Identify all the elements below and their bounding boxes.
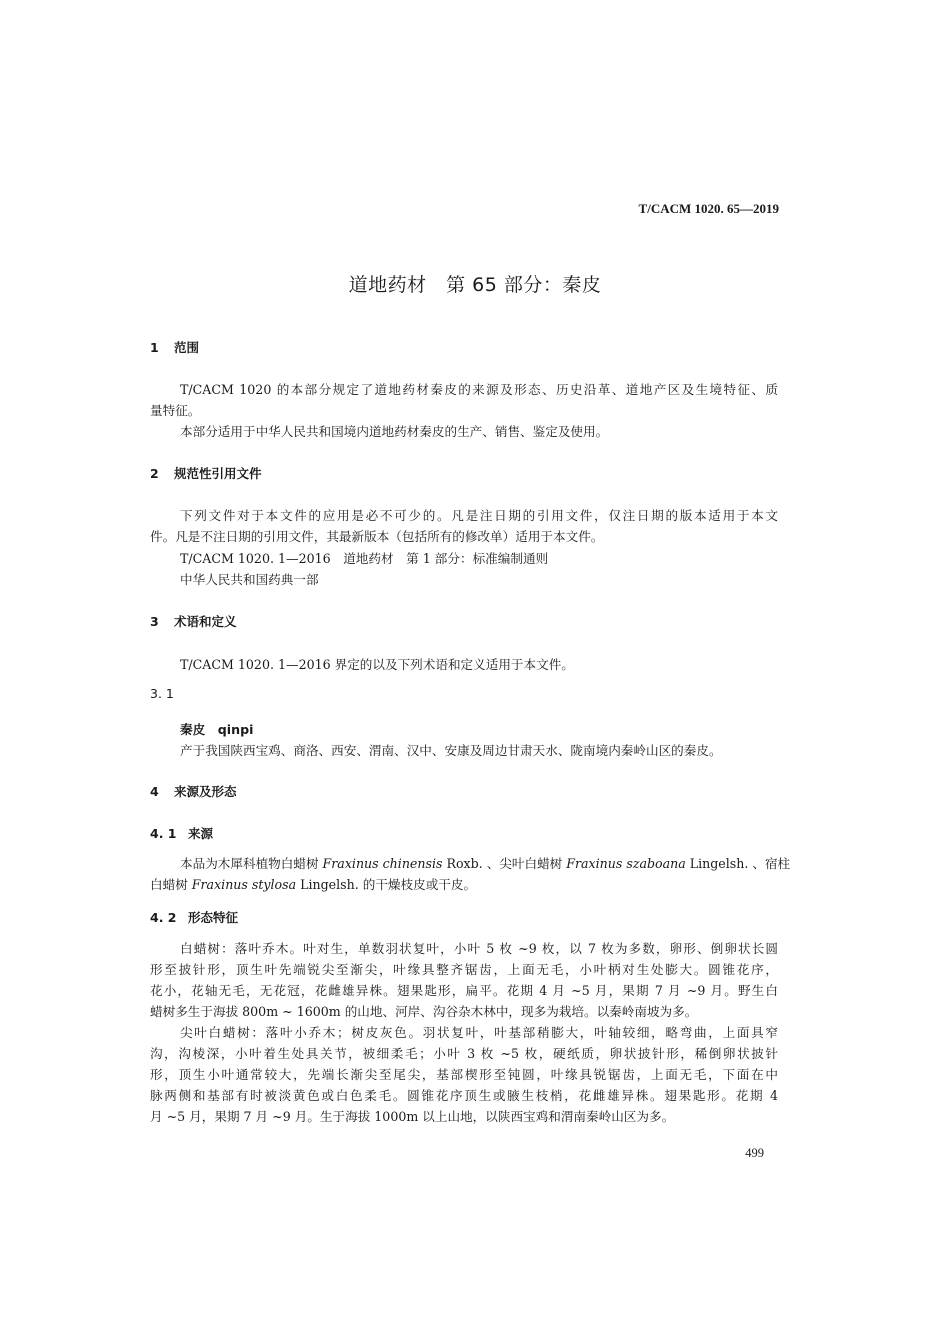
section-4-2-paragraph-2: [150, 1022, 778, 1127]
text-line: 脉两侧和基部有时被淡黄色或白色柔毛。圆锥花序顶生或腋生枝梢，花雌雄异株。翅果匙形。花期 4: [150, 1088, 778, 1103]
subsection-4-2-heading: [150, 908, 238, 926]
section-number: 1: [150, 340, 159, 355]
section-title: 来源: [188, 826, 214, 841]
latin-name: Fraxinus szaboana: [566, 856, 686, 871]
text-line: 形，顶生小叶通常较大，先端长渐尖至尾尖，基部楔形至钝圆，叶缘具锐锯齿，上面无毛，下面在中: [150, 1067, 778, 1082]
section-2-paragraph-1: [150, 505, 778, 547]
latin-name: Fraxinus chinensis: [322, 856, 443, 871]
text-line: 月 ~5 月，果期 7 月 ~9 月。生于海拔 1000m 以上山地，以陕西宝鸡和渭南秦岭山区为多。: [150, 1109, 675, 1124]
text-line: 花小，花轴无毛，无花冠，花雌雄异株。翅果匙形，扁平。花期 4 月 ~5 月，果期 7 月 ~9 月。野生白: [150, 983, 778, 998]
section-title: 范围: [174, 340, 200, 355]
section-3-paragraph-1: T/CACM 1020. 1—2016 界定的以及下列术语和定义适用于本文件。: [180, 657, 574, 672]
section-title: 术语和定义: [174, 614, 237, 629]
text-run: 白蜡树: [150, 877, 192, 892]
text-line: 白蜡树：落叶乔木。叶对生，单数羽状复叶，小叶 5 枚 ~9 枚，以 7 枚为多数，卵形、倒卵状长圆: [180, 941, 778, 956]
subsection-3-1-number: 3. 1: [150, 686, 174, 701]
section-1-paragraph-2: 本部分适用于中华人民共和国境内道地药材秦皮的生产、销售、鉴定及使用。: [180, 424, 609, 439]
text-line: 沟，沟棱深，小叶着生处具关节，被细柔毛；小叶 3 枚 ~5 枚，硬纸质，卵状披针形，稀倒卵状披针: [150, 1046, 778, 1061]
section-number: 2: [150, 466, 159, 481]
section-title: 规范性引用文件: [174, 466, 262, 481]
reference-2: 中华人民共和国药典一部: [180, 572, 319, 587]
term-heading: 秦皮 qinpi: [180, 722, 254, 737]
section-4-1-paragraph: [150, 853, 791, 895]
text-run: Lingelsh. 的干燥枝皮或干皮。: [296, 877, 477, 892]
subsection-4-1-heading: [150, 824, 213, 842]
text-line: 量特征。: [150, 403, 201, 418]
text-line: 件。凡是不注日期的引用文件，其最新版本（包括所有的修改单）适用于本文件。: [150, 529, 604, 544]
text-run: Roxb. 、尖叶白蜡树: [442, 856, 567, 871]
section-4-2-paragraph-1: [150, 938, 778, 1022]
text-line: T/CACM 1020 的本部分规定了道地药材秦皮的来源及形态、历史沿革、道地产区及生境特征、质: [180, 382, 778, 397]
section-title: 来源及形态: [174, 784, 237, 799]
page-number: 499: [745, 1146, 764, 1160]
page-title: 道地药材 第 65 部分：秦皮: [348, 274, 602, 296]
section-3-heading: [150, 612, 237, 630]
section-2-heading: [150, 464, 262, 482]
text-line: [150, 853, 791, 874]
section-1-heading: [150, 338, 199, 356]
section-number: 4. 2: [150, 910, 177, 925]
section-1-paragraph-1: [150, 379, 778, 421]
text-run: 本品为木犀科植物白蜡树: [180, 856, 323, 871]
term-definition: 产于我国陕西宝鸡、商洛、西安、渭南、汉中、安康及周边甘肃天水、陇南境内秦岭山区的秦皮。: [180, 743, 722, 758]
text-line: 形至披针形，顶生叶先端锐尖至渐尖，叶缘具整齐锯齿，上面无毛，小叶柄对生处膨大。圆锥花序，: [150, 962, 778, 977]
latin-name: Fraxinus stylosa: [191, 877, 297, 892]
text-line: 蜡树多生于海拔 800m ~ 1600m 的山地、河岸、沟谷杂木林中，现多为栽培。以秦岭南坡为多。: [150, 1004, 698, 1019]
text-line: 下列文件对于本文件的应用是必不可少的。凡是注日期的引用文件，仅注日期的版本适用于本文: [180, 508, 778, 523]
section-4-heading: [150, 782, 237, 800]
section-number: 4. 1: [150, 826, 177, 841]
text-run: Lingelsh. 、宿柱: [685, 856, 791, 871]
text-line: [150, 874, 778, 895]
section-title: 形态特征: [188, 910, 239, 925]
reference-1: T/CACM 1020. 1—2016 道地药材 第 1 部分：标准编制通则: [180, 551, 549, 566]
section-number: 4: [150, 784, 159, 799]
section-number: 3: [150, 614, 159, 629]
standard-code: T/CACM 1020. 65—2019: [638, 201, 779, 216]
text-line: 尖叶白蜡树：落叶小乔木；树皮灰色。羽状复叶，叶基部稍膨大，叶轴较细，略弯曲，上面具窄: [180, 1025, 778, 1040]
